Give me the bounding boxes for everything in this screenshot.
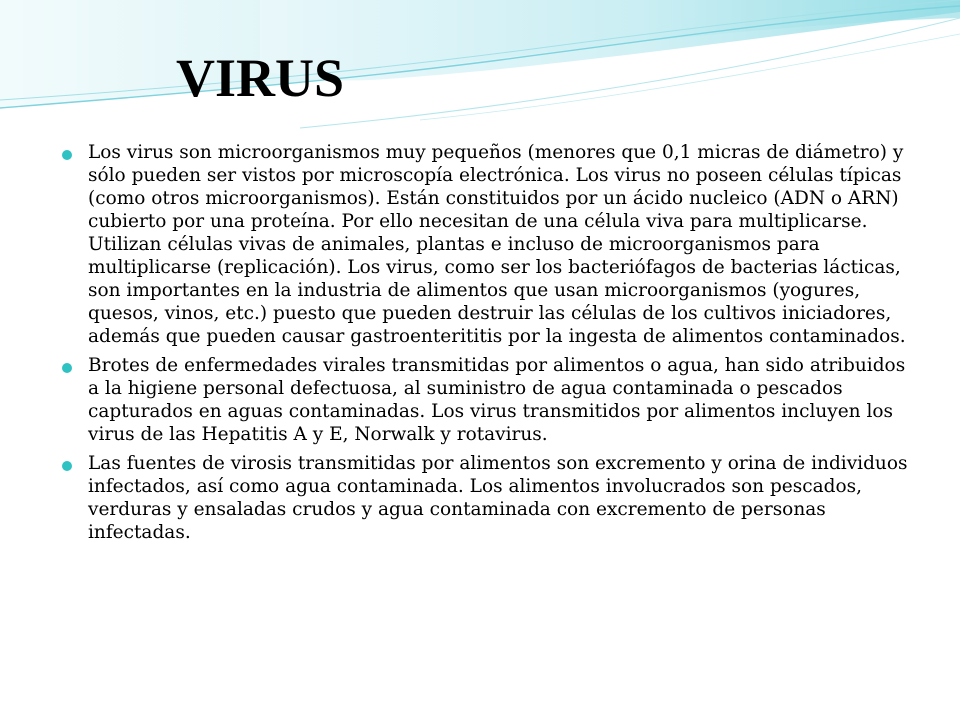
bullet-dot-icon xyxy=(62,461,72,471)
slide-title: VIRUS xyxy=(176,48,345,108)
list-item xyxy=(60,141,910,348)
bullet-dot-icon xyxy=(62,150,72,160)
bullet-dot-icon xyxy=(62,363,72,373)
bullet-text: Las fuentes de virosis transmitidas por alimentos son excremento y orina de individuos infectados, así como agua contaminada. Los alimentos involucrados son pescados, verduras y ensaladas crudos y agua contaminada con excremento de personas infectadas. xyxy=(88,453,908,543)
decorative-wave-header xyxy=(0,0,960,130)
list-item xyxy=(60,354,910,446)
list-item xyxy=(60,452,910,544)
bullet-text: Los virus son microorganismos muy pequeños (menores que 0,1 micras de diámetro) y sólo pueden ser vistos por microscopía electrónica. Los virus no poseen células típicas (como otros microorganismos). Están constituidos por un ácido nucleico (ADN o ARN) cubierto por una proteína. Por ello necesitan de una célula viva para multiplicarse. Utilizan células vivas de animales, plantas e incluso de microorganismos para multiplicarse (replicación). Los virus, como ser los bacteriófagos de bacterias lácticas, son importantes en la industria de alimentos que usan microorganismos (yogures, quesos, vinos, etc.) puesto que pueden destruir las células de los cultivos iniciadores, además que pueden causar gastroenterititis por la ingesta de alimentos contaminados. xyxy=(88,142,906,347)
bullet-text: Brotes de enfermedades virales transmitidas por alimentos o agua, han sido atribuidos a la higiene personal defectuosa, al suministro de agua contaminada o pescados capturados en aguas contaminadas. Los virus transmitidos por alimentos incluyen los virus de las Hepatitis A y E, Norwalk y rotavirus. xyxy=(88,355,906,445)
bullet-list xyxy=(60,141,910,550)
